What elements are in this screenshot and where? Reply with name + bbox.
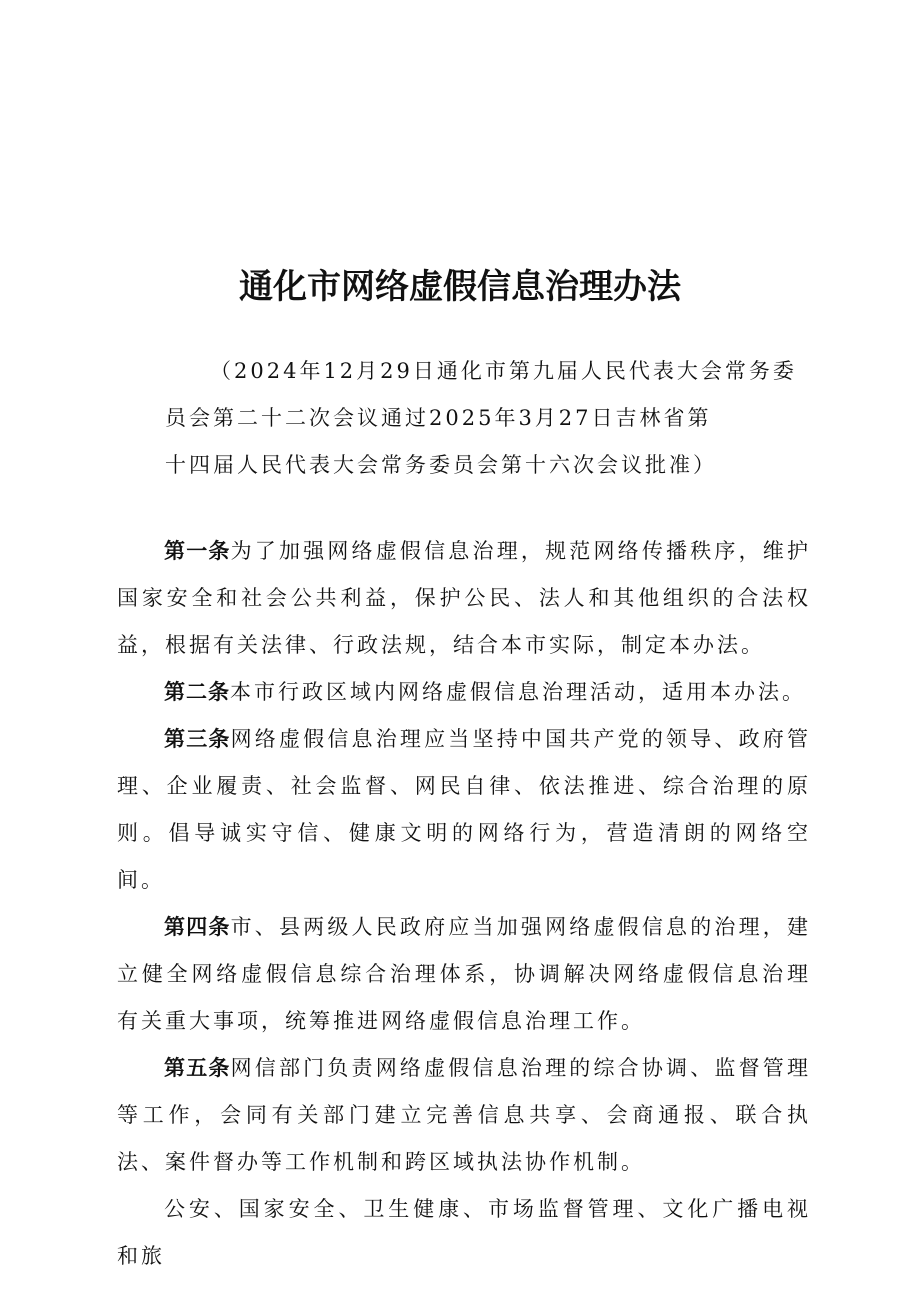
article-5-text: 网信部门负责网络虚假信息治理的综合协调、监督管理等工作，会同有关部门建立完善信息共享、会商通报、联合执法、案件督办等工作机制和跨区域执法协作机制。 xyxy=(117,1056,811,1174)
article-5-label: 第五条 xyxy=(164,1056,231,1080)
article-5-continuation: 公安、国家安全、卫生健康、市场监督管理、文化广播电视和旅 xyxy=(117,1197,811,1268)
article-3-label: 第三条 xyxy=(164,727,231,751)
article-1-label: 第一条 xyxy=(164,539,231,563)
approval-note-line-1: （2024年12月29日通化市第九届人民代表大会常务委 xyxy=(210,359,797,383)
article-5 xyxy=(117,1045,811,1186)
approval-note-line-3: 十四届人民代表大会常务委员会第十六次会议批准） xyxy=(165,453,717,477)
article-2-label: 第二条 xyxy=(164,680,230,704)
article-4-text: 市、县两级人民政府应当加强网络虚假信息的治理，建立健全网络虚假信息综合治理体系，协调解决网络虚假信息治理有关重大事项，统筹推进网络虚假信息治理工作。 xyxy=(117,915,811,1033)
article-1-text: 为了加强网络虚假信息治理，规范网络传播秩序，维护国家安全和社会公共利益，保护公民、法人和其他组织的合法权益，根据有关法律、行政法规，结合本市实际，制定本办法。 xyxy=(117,539,811,657)
document-title: 通化市网络虚假信息治理办法 xyxy=(239,267,681,307)
article-2-text: 本市行政区域内网络虚假信息治理活动，适用本办法。 xyxy=(230,680,806,704)
approval-note xyxy=(165,348,797,489)
approval-note-line-2: 员会第二十二次会议通过2025年3月27日吉林省第 xyxy=(165,406,712,430)
article-2 xyxy=(117,669,811,716)
article-4-label: 第四条 xyxy=(164,915,231,939)
article-3-text: 网络虚假信息治理应当坚持中国共产党的领导、政府管理、企业履责、社会监督、网民自律、依法推进、综合治理的原则。倡导诚实守信、健康文明的网络行为，营造清朗的网络空间。 xyxy=(117,727,811,892)
article-3 xyxy=(117,716,811,904)
article-4 xyxy=(117,904,811,1045)
document-body xyxy=(117,528,811,1280)
article-1 xyxy=(117,528,811,669)
